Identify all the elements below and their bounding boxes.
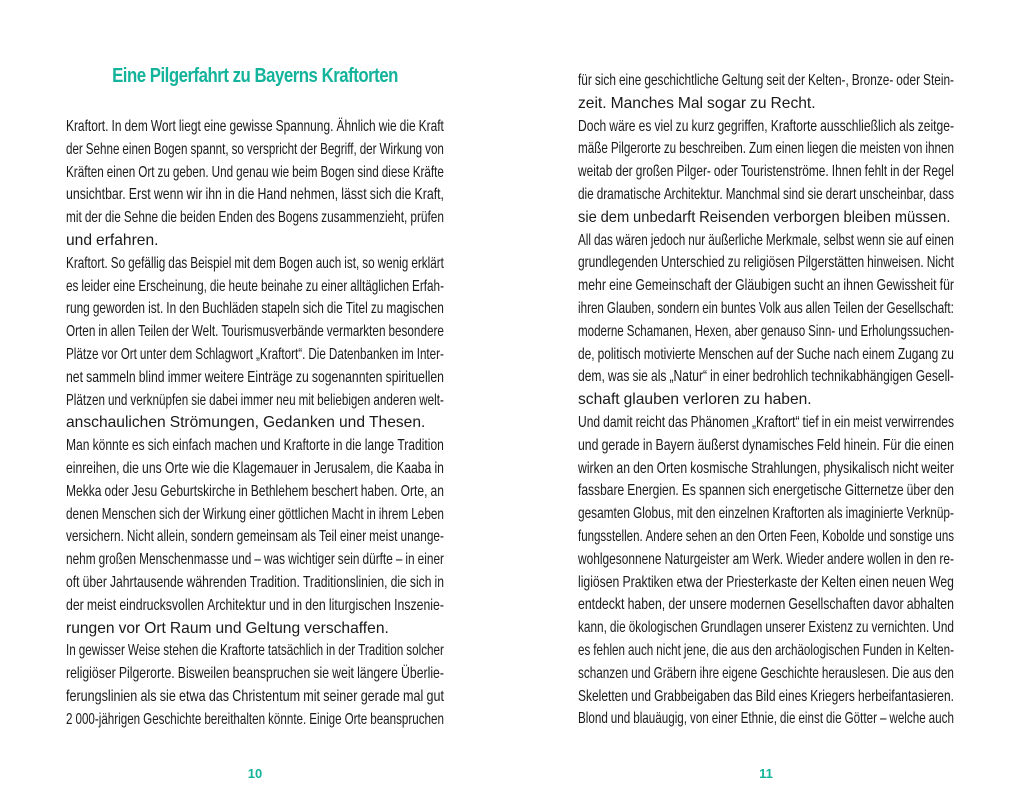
text-line: die dramatische Architektur. Manchmal sind sie derart unscheinbar, dass	[578, 185, 954, 203]
text-line: weitab der großen Pilger- oder Touristenströme. Ihnen fehlt in der Regel	[578, 163, 954, 181]
text-line: fassbare Energien. Es spannen sich energetische Gitternetze über den	[578, 482, 954, 500]
left-body-text	[66, 116, 444, 732]
text-line: kann, die ökologischen Grundlagen unserer Existenz zu vernichten. Und	[578, 619, 954, 637]
text-line: es leider eine Erscheinung, die heute beinahe zu einer alltäglichen Erfah-	[66, 277, 444, 295]
text-line: für sich eine geschichtliche Geltung seit der Kelten-, Bronze- oder Stein-	[578, 72, 954, 89]
text-line: einreihen, die uns Orte wie die Klagemauer in Jerusalem, die Kaaba in	[66, 459, 444, 477]
text-line: wirken an den Orten kosmische Strahlungen, physikalisch nicht weiter	[578, 459, 954, 477]
right-page	[578, 0, 954, 812]
text-line: unsichtbar. Erst wenn wir ihn in die Hand nehmen, lässt sich die Kraft,	[66, 186, 444, 204]
text-line: entdeckt haben, der unsere modernen Gesellschaften davor abhalten	[578, 596, 954, 614]
text-line: ferungslinien als sie etwa das Christentum mit seiner gerade mal gut	[66, 687, 444, 705]
text-line: oft über Jahrtausende währenden Tradition. Traditionslinien, die sich in	[66, 573, 444, 591]
text-line: Kraftort. In dem Wort liegt eine gewisse Spannung. Ähnlich wie die Kraft	[66, 118, 444, 135]
text-line: mäße Pilgerorte zu beschreiben. Zum einen liegen die meisten von ihnen	[578, 140, 954, 158]
text-line: gesamten Globus, mit den einzelnen Kraftorten als imaginierte Verknüp-	[578, 505, 954, 523]
text-line: mit der die Sehne die beiden Enden des Bogens zusammenzieht, prüfen	[66, 209, 444, 227]
text-line: 2 000-jährigen Geschichte bereithalten könnte. Einige Orte beanspruchen	[66, 710, 444, 728]
text-line: nehm großen Menschenmasse und – was wichtiger sein dürfte – in einer	[66, 551, 444, 569]
text-line: versichern. Nicht allein, sondern gemeinsam als Teil einer meist unange-	[66, 528, 444, 546]
text-line: dem, was sie als „Natur“ in einer bedrohlich technikabhängigen Gesell-	[578, 368, 954, 386]
text-line: Plätzen und verknüpfen sie dabei immer neu mit beliebigen anderen welt-	[66, 391, 444, 409]
text-line: Skeletten und Grabbeigaben das Bild eines Kriegers herbeifantasieren.	[578, 687, 954, 705]
text-line: und erfahren.	[66, 231, 159, 249]
text-line: Man könnte es sich einfach machen und Kraftorte in die lange Tradition	[66, 437, 444, 455]
text-line: Kräften einen Ort zu geben. Und genau wie beim Bogen sind diese Kräfte	[66, 163, 444, 181]
text-line: wohlgesonnene Naturgeister am Werk. Wieder andere wollen in den re-	[578, 550, 954, 568]
text-line: anschaulichen Strömungen, Gedanken und Thesen.	[66, 414, 426, 432]
text-line: net sammeln blind immer weitere Einträge zu sogenannten spirituellen	[66, 368, 444, 386]
text-line: Kraftort. So gefällig das Beispiel mit dem Bogen auch ist, so wenig erklärt	[66, 254, 444, 272]
text-line: ihren Glauben, sondern ein buntes Volk aus allen Teilen der Gesellschaft:	[578, 299, 954, 317]
text-line: zeit. Manches Mal sogar zu Recht.	[578, 94, 816, 112]
text-line: und gerade in Bayern äußerst dynamisches Feld hinein. Für die einen	[578, 436, 954, 454]
text-line: Plätze vor Ort unter dem Schlagwort „Kraftort“. Die Datenbanken im Inter-	[66, 345, 444, 363]
text-line: rung geworden ist. In den Buchläden stapeln sich die Titel zu magischen	[66, 300, 444, 318]
text-line: Orten in allen Teilen der Welt. Tourismusverbände vermarkten besondere	[66, 323, 444, 341]
text-line: Blond und blauäugig, von einer Ethnie, die einst die Götter – welche auch	[578, 710, 954, 728]
text-line: All das wären jedoch nur äußerliche Merkmale, selbst wenn sie auf einen	[578, 231, 954, 249]
text-line: schanzen und Gräbern ihre eigene Geschichte herauslesen. Die aus den	[578, 664, 954, 682]
text-line: Und damit reicht das Phänomen „Kraftort“ tief in ein meist verwirrendes	[578, 413, 954, 431]
text-line: Mekka oder Jesu Geburtskirche in Bethlehem beschert haben. Orte, an	[66, 482, 444, 500]
text-line: moderne Schamanen, Hexen, aber genauso Sinn- und Erholungssuchen-	[578, 322, 954, 340]
text-line: ligiösen Praktiken etwa der Priesterkaste der Kelten einen neuen Weg	[578, 573, 954, 591]
text-line: In gewisser Weise stehen die Kraftorte tatsächlich in der Tradition solcher	[66, 642, 444, 660]
text-line: grundlegenden Unterschied zu religiösen Pilgerstätten hinweisen. Nicht	[578, 254, 954, 272]
page-number-left: 10	[247, 766, 263, 781]
text-line: de, politisch motivierte Menschen auf der Suche nach einem Zugang zu	[578, 345, 954, 363]
text-line: schaft glauben verloren zu haben.	[578, 391, 812, 409]
text-line: denen Menschen sich der Wirkung einer göttlichen Macht in ihrem Leben	[66, 505, 444, 523]
text-line: mehr eine Gemeinschaft der Gläubigen sucht an ihnen Gewissheit für	[578, 277, 954, 295]
right-body-text	[578, 70, 954, 731]
text-line: fungsstellen. Andere sehen an den Orten Feen, Kobolde und sonstige uns	[578, 527, 954, 545]
text-line: rungen vor Ort Raum und Geltung verschaffen.	[66, 619, 389, 637]
left-page	[66, 0, 444, 812]
page-number-right: 11	[759, 766, 773, 781]
text-line: es fehlen auch nicht jene, die aus den archäologischen Funden in Kelten-	[578, 641, 954, 659]
chapter-title: Eine Pilgerfahrt zu Bayerns Kraftorten	[112, 64, 398, 87]
text-line: sie dem unbedarft Reisenden verborgen bleiben müssen.	[578, 208, 951, 226]
text-line: religiöser Pilgerorte. Bisweilen beanspruchen sie weit längere Überlie-	[66, 665, 444, 683]
text-line: der meist eindrucksvollen Architektur und in den liturgischen Inszenie-	[66, 596, 444, 614]
text-line: der Sehne einen Bogen spannt, so verspricht der Begriff, der Wirkung von	[66, 140, 444, 158]
text-line: Doch wäre es viel zu kurz gegriffen, Kraftorte ausschließlich als zeitge-	[578, 117, 954, 135]
